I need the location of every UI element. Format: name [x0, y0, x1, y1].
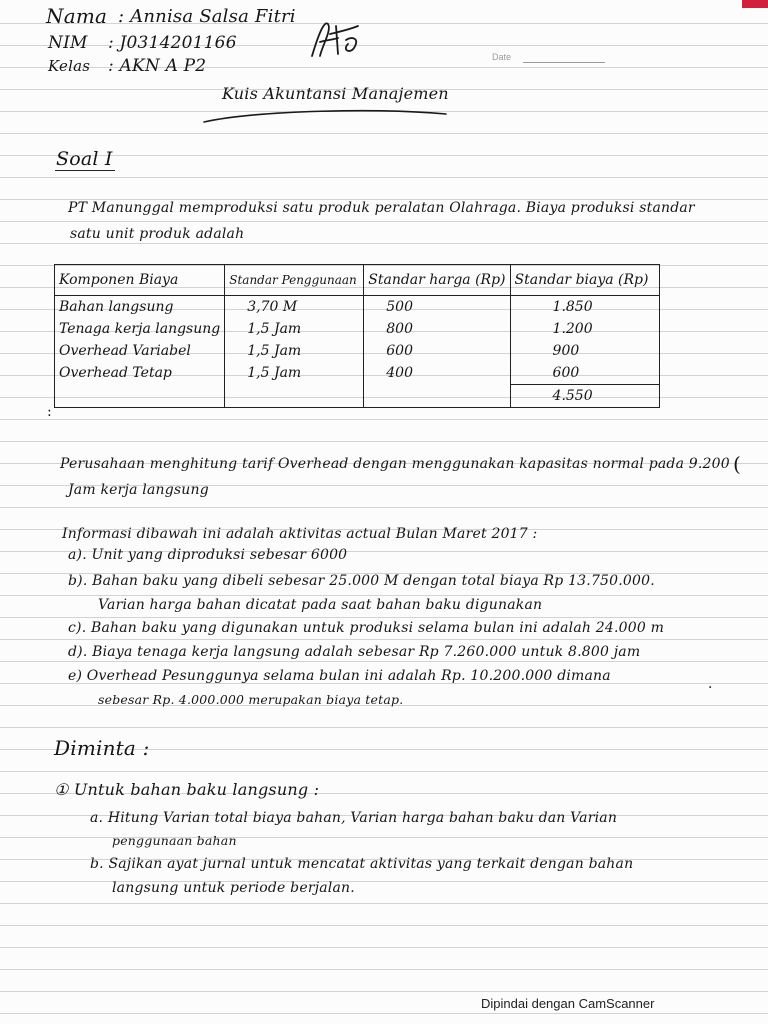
soal-underline	[55, 170, 115, 171]
cell-penggunaan: 3,70 M	[225, 296, 364, 319]
cell-biaya: 900	[510, 340, 659, 362]
info-d: d). Biaya tenaga kerja langsung adalah sebesar Rp 7.260.000 untuk 8.800 jam	[68, 644, 641, 660]
diminta-b2: langsung untuk periode berjalan.	[112, 880, 355, 896]
paragraph-line2: Jam kerja langsung	[68, 482, 209, 498]
info-c: c). Bahan baku yang digunakan untuk produksi selama bulan ini adalah 24.000 m	[68, 620, 665, 636]
title-underline	[200, 108, 450, 128]
nim-label: NIM	[48, 33, 88, 53]
diminta-b1: b. Sajikan ayat jurnal untuk mencatat aktivitas yang terkait dengan bahan	[90, 856, 634, 872]
cell-penggunaan: 1,5 Jam	[225, 362, 364, 385]
info-b2: Varian harga bahan dicatat pada saat bahan baku digunakan	[98, 597, 543, 613]
cell-harga: 400	[364, 362, 510, 385]
cell-harga: 600	[364, 340, 510, 362]
info-e1: e) Overhead Pesunggunya selama bulan ini adalah Rp. 10.200.000 dimana	[68, 668, 611, 684]
soal-intro-line2: satu unit produk adalah	[70, 226, 245, 242]
table-row	[55, 296, 660, 319]
date-label: Date	[492, 52, 512, 62]
cell-komponen: Tenaga kerja langsung	[55, 318, 225, 340]
cell-penggunaan: 1,5 Jam	[225, 340, 364, 362]
page-title: Kuis Akuntansi Manajemen	[222, 84, 449, 103]
cell-harga: 800	[364, 318, 510, 340]
nama-label: Nama	[46, 4, 108, 28]
signature-mark	[308, 16, 364, 62]
cell-biaya: 1.850	[510, 296, 659, 319]
diminta-heading: Diminta :	[54, 736, 150, 760]
margin-dot: ·	[708, 680, 713, 696]
diminta-a1: a. Hitung Varian total biaya bahan, Varian harga bahan baku dan Varian	[90, 810, 618, 826]
info-e2: sebesar Rp. 4.000.000 merupakan biaya tetap.	[98, 692, 404, 707]
table-header-row	[55, 265, 660, 296]
margin-paren: (	[733, 452, 741, 476]
date-line	[523, 62, 605, 63]
scanner-watermark: Dipindai dengan CamScanner	[481, 996, 655, 1011]
table-row	[55, 340, 660, 362]
nama-value: : Annisa Salsa Fitri	[118, 6, 296, 27]
cell-komponen: Overhead Variabel	[55, 340, 225, 362]
corner-tab	[742, 0, 768, 8]
nim-value: : J0314201166	[108, 33, 237, 53]
info-a: a). Unit yang diproduksi sebesar 6000	[68, 547, 348, 563]
standard-cost-table	[54, 264, 660, 408]
paragraph-line1: Perusahaan menghitung tarif Overhead dengan menggunakan kapasitas normal pada 9.200	[60, 456, 730, 472]
table-row	[55, 362, 660, 385]
table-row	[55, 318, 660, 340]
cell-komponen: Bahan langsung	[55, 296, 225, 319]
col-komponen: Komponen Biaya	[55, 265, 225, 296]
soal-heading: Soal I	[56, 148, 113, 170]
diminta-item1: ① Untuk bahan baku langsung :	[54, 780, 320, 799]
info-heading: Informasi dibawah ini adalah aktivitas actual Bulan Maret 2017 :	[62, 526, 538, 542]
col-standar-penggunaan: Standar Penggunaan	[225, 265, 364, 296]
cell-penggunaan: 1,5 Jam	[225, 318, 364, 340]
col-standar-biaya: Standar biaya (Rp)	[510, 265, 659, 296]
table-total-row	[55, 385, 660, 408]
col-standar-harga: Standar harga (Rp)	[364, 265, 510, 296]
kelas-label: Kelas	[48, 57, 91, 75]
cell-komponen: Overhead Tetap	[55, 362, 225, 385]
cell-harga: 500	[364, 296, 510, 319]
kelas-value: : AKN A P2	[108, 56, 207, 76]
cell-biaya: 1.200	[510, 318, 659, 340]
cell-biaya: 600	[510, 362, 659, 385]
cell-total: 4.550	[510, 385, 659, 408]
info-b1: b). Bahan baku yang dibeli sebesar 25.000 M dengan total biaya Rp 13.750.000.	[68, 573, 655, 589]
diminta-a2: penggunaan bahan	[112, 833, 237, 848]
soal-intro-line1: PT Manunggal memproduksi satu produk peralatan Olahraga. Biaya produksi standar	[68, 200, 695, 216]
margin-dot: :	[47, 404, 52, 420]
